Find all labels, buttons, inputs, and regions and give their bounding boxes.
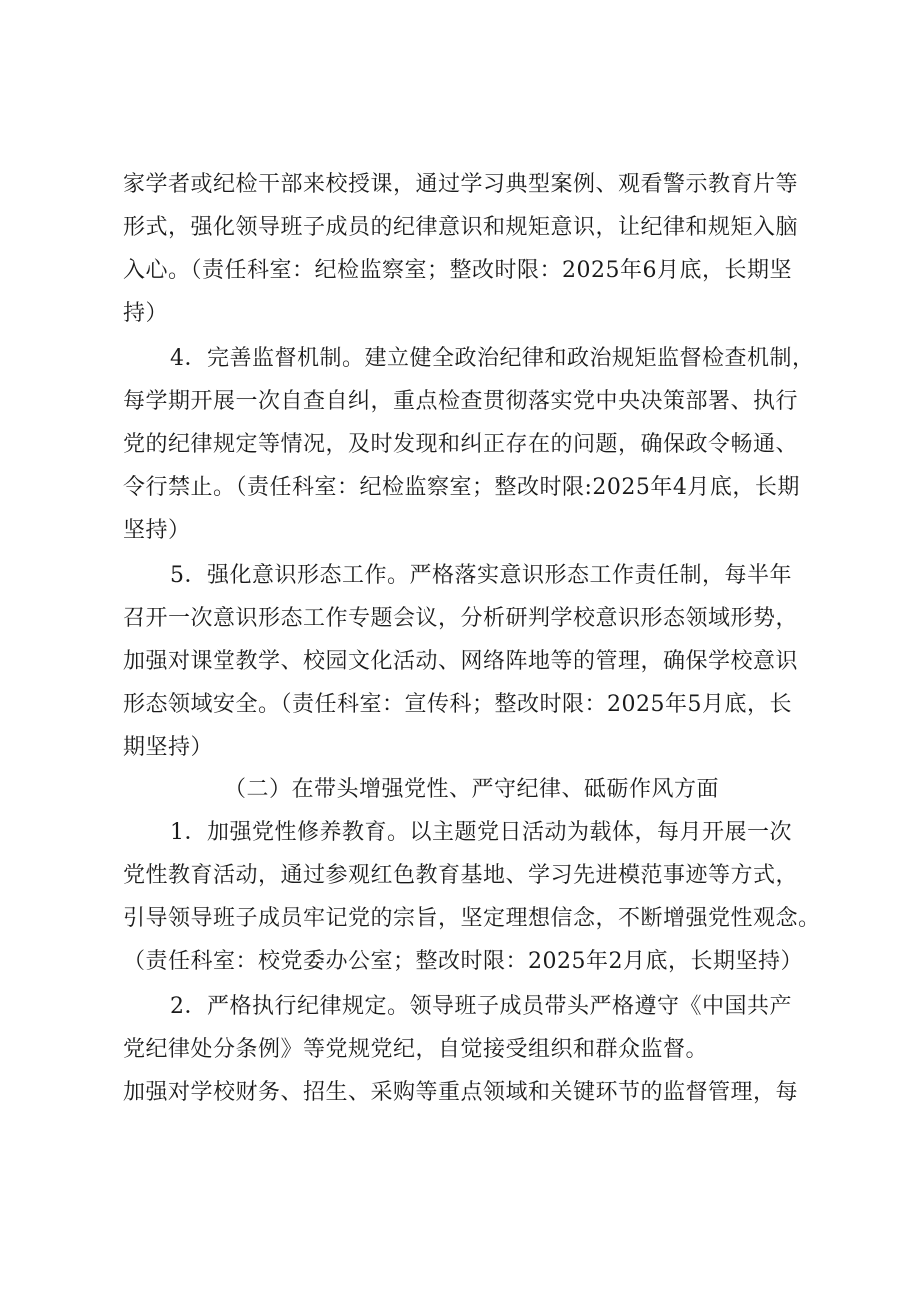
paragraph-line: 1．加强党性修养教育。以主题党日活动为载体，每月开展一次	[170, 820, 792, 845]
paragraph-line: 持）	[123, 301, 169, 326]
paragraph-line: 每学期开展一次自查自纠，重点检查贯彻落实党中央决策部署、执行	[123, 389, 799, 414]
section-heading: （二）在带头增强党性、严守纪律、砥砺作风方面	[224, 777, 720, 802]
paragraph-line: 家学者或纪检干部来校授课，通过学习典型案例、观看警示教育片等	[123, 172, 799, 197]
paragraph-line: 形态领域安全。（责任科室：宣传科；整改时限：2025年5月底，长	[123, 692, 792, 717]
paragraph-line: 入心。（责任科室：纪检监察室；整改时限：2025年6月底，长期坚	[123, 258, 792, 283]
paragraph-line: （责任科室：校党委办公室；整改时限：2025年2月底，长期坚持）	[123, 949, 803, 974]
paragraph-line: 2．严格执行纪律规定。领导班子成员带头严格遵守《中国共产	[170, 994, 792, 1019]
paragraph-line: 4．完善监督机制。建立健全政治纪律和政治规矩监督检查机制，	[170, 346, 815, 371]
paragraph-line: 令行禁止。（责任科室：纪检监察室；整改时限:2025年4月底，长期	[123, 475, 800, 500]
paragraph-line: 5．强化意识形态工作。严格落实意识形态工作责任制，每半年	[170, 563, 792, 588]
paragraph-line: 召开一次意识形态工作专题会议，分析研判学校意识形态领域形势，	[123, 606, 799, 631]
paragraph-line: 党性教育活动，通过参观红色教育基地、学习先进模范事迹等方式，	[123, 863, 799, 888]
paragraph-line: 加强对学校财务、招生、采购等重点领域和关键环节的监督管理，每	[123, 1080, 799, 1105]
paragraph-line: 加强对课堂教学、校园文化活动、网络阵地等的管理，确保学校意识	[123, 649, 799, 674]
paragraph-line: 坚持）	[123, 518, 191, 543]
paragraph-line: 党纪律处分条例》等党规党纪，自觉接受组织和群众监督。	[123, 1037, 709, 1062]
paragraph-line: 期坚持）	[123, 735, 214, 760]
paragraph-line: 引导领导班子成员牢记党的宗旨，坚定理想信念，不断增强党性观念。	[123, 906, 821, 931]
paragraph-line: 党的纪律规定等情况，及时发现和纠正存在的问题，确保政令畅通、	[123, 432, 799, 457]
paragraph-line: 形式，强化领导班子成员的纪律意识和规矩意识，让纪律和规矩入脑	[123, 215, 799, 240]
